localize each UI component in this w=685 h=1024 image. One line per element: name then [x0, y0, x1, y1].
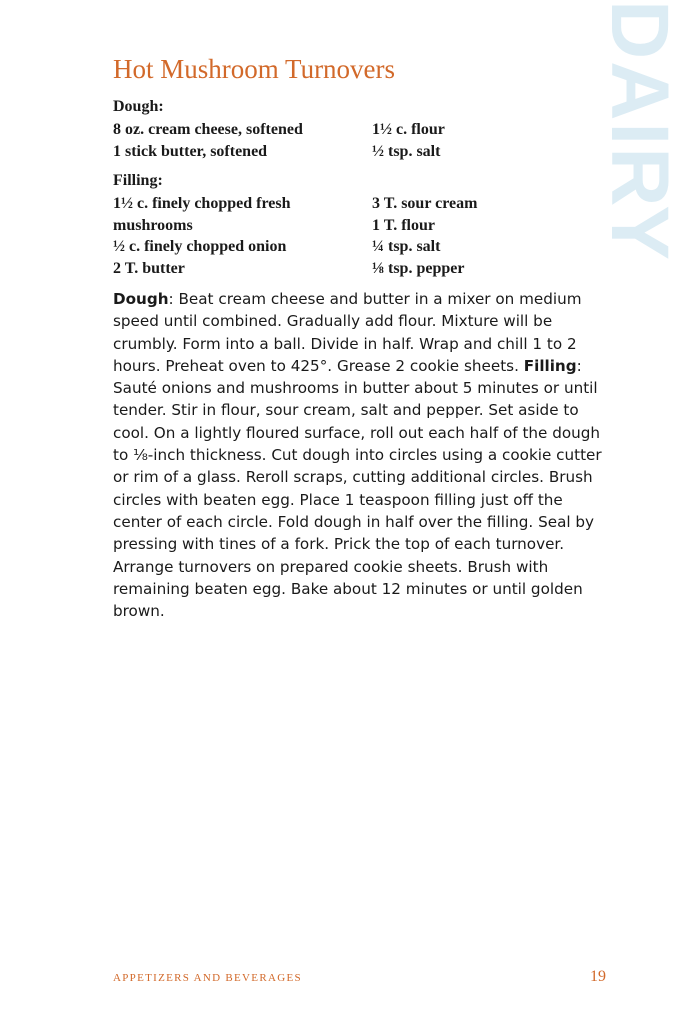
filling-ingredient: 1½ c. finely chopped fresh [113, 195, 291, 212]
dough-ingredient: ½ tsp. salt [372, 142, 441, 160]
filling-ingredient: mushrooms [113, 216, 193, 234]
filling-ingredient: ¼ tsp. salt [372, 238, 441, 255]
footer-section-title: APPETIZERS AND BEVERAGES [113, 972, 302, 984]
chapter-tab [588, 0, 685, 300]
method-dough-text: : Beat cream cheese and butter in a mixer on medium speed until combined. Gradually add flour. Mixture will be crumbly. Form into a ball. Divide in half. Wrap and chill 1 to 2 hours. Preheat oven to 425°. Grease 2 cookie sheets. [113, 290, 582, 375]
method-filling-label: Filling [523, 356, 577, 375]
filling-ingredient: 1 T. flour [372, 216, 435, 234]
dough-ingredient: 1½ c. flour [372, 121, 445, 138]
filling-ingredient: 2 T. butter [113, 259, 185, 277]
filling-ingredient: 3 T. sour cream [372, 195, 478, 212]
method-filling-text: : Sauté onions and mushrooms in butter about 5 minutes or until tender. Stir in flour, sour cream, salt and pepper. Set aside to cool. On a lightly floured surface, roll out each half of the dough to ⅛-inch thickness. Cut dough into circles using a cookie cutter or rim of a glass. Reroll scraps, cutting additional circles. Brush circles with beaten egg. Place 1 teaspoon filling just off the center of each circle. Fold dough in half over the filling. Seal by pressing with tines of a fork. Prick the top of each turnover. Arrange turnovers on prepared cookie sheets. Brush with remaining beaten egg. Bake about 12 minutes or until golden brown. [113, 356, 602, 621]
filling-ingredient: ½ c. finely chopped onion [113, 238, 287, 255]
filling-label: Filling: [113, 172, 163, 189]
method-paragraph [113, 288, 613, 622]
recipe-title: Hot Mushroom Turnovers [113, 54, 396, 84]
filling-ingredient: ⅛ tsp. pepper [372, 259, 465, 277]
chapter-tab-label: DAIRY [594, 0, 685, 263]
dough-ingredient: 1 stick butter, softened [113, 142, 268, 160]
dough-ingredient: 8 oz. cream cheese, softened [113, 121, 303, 138]
method-dough-label: Dough [113, 290, 169, 308]
page-number: 19 [590, 968, 606, 985]
dough-label: Dough: [113, 98, 164, 115]
